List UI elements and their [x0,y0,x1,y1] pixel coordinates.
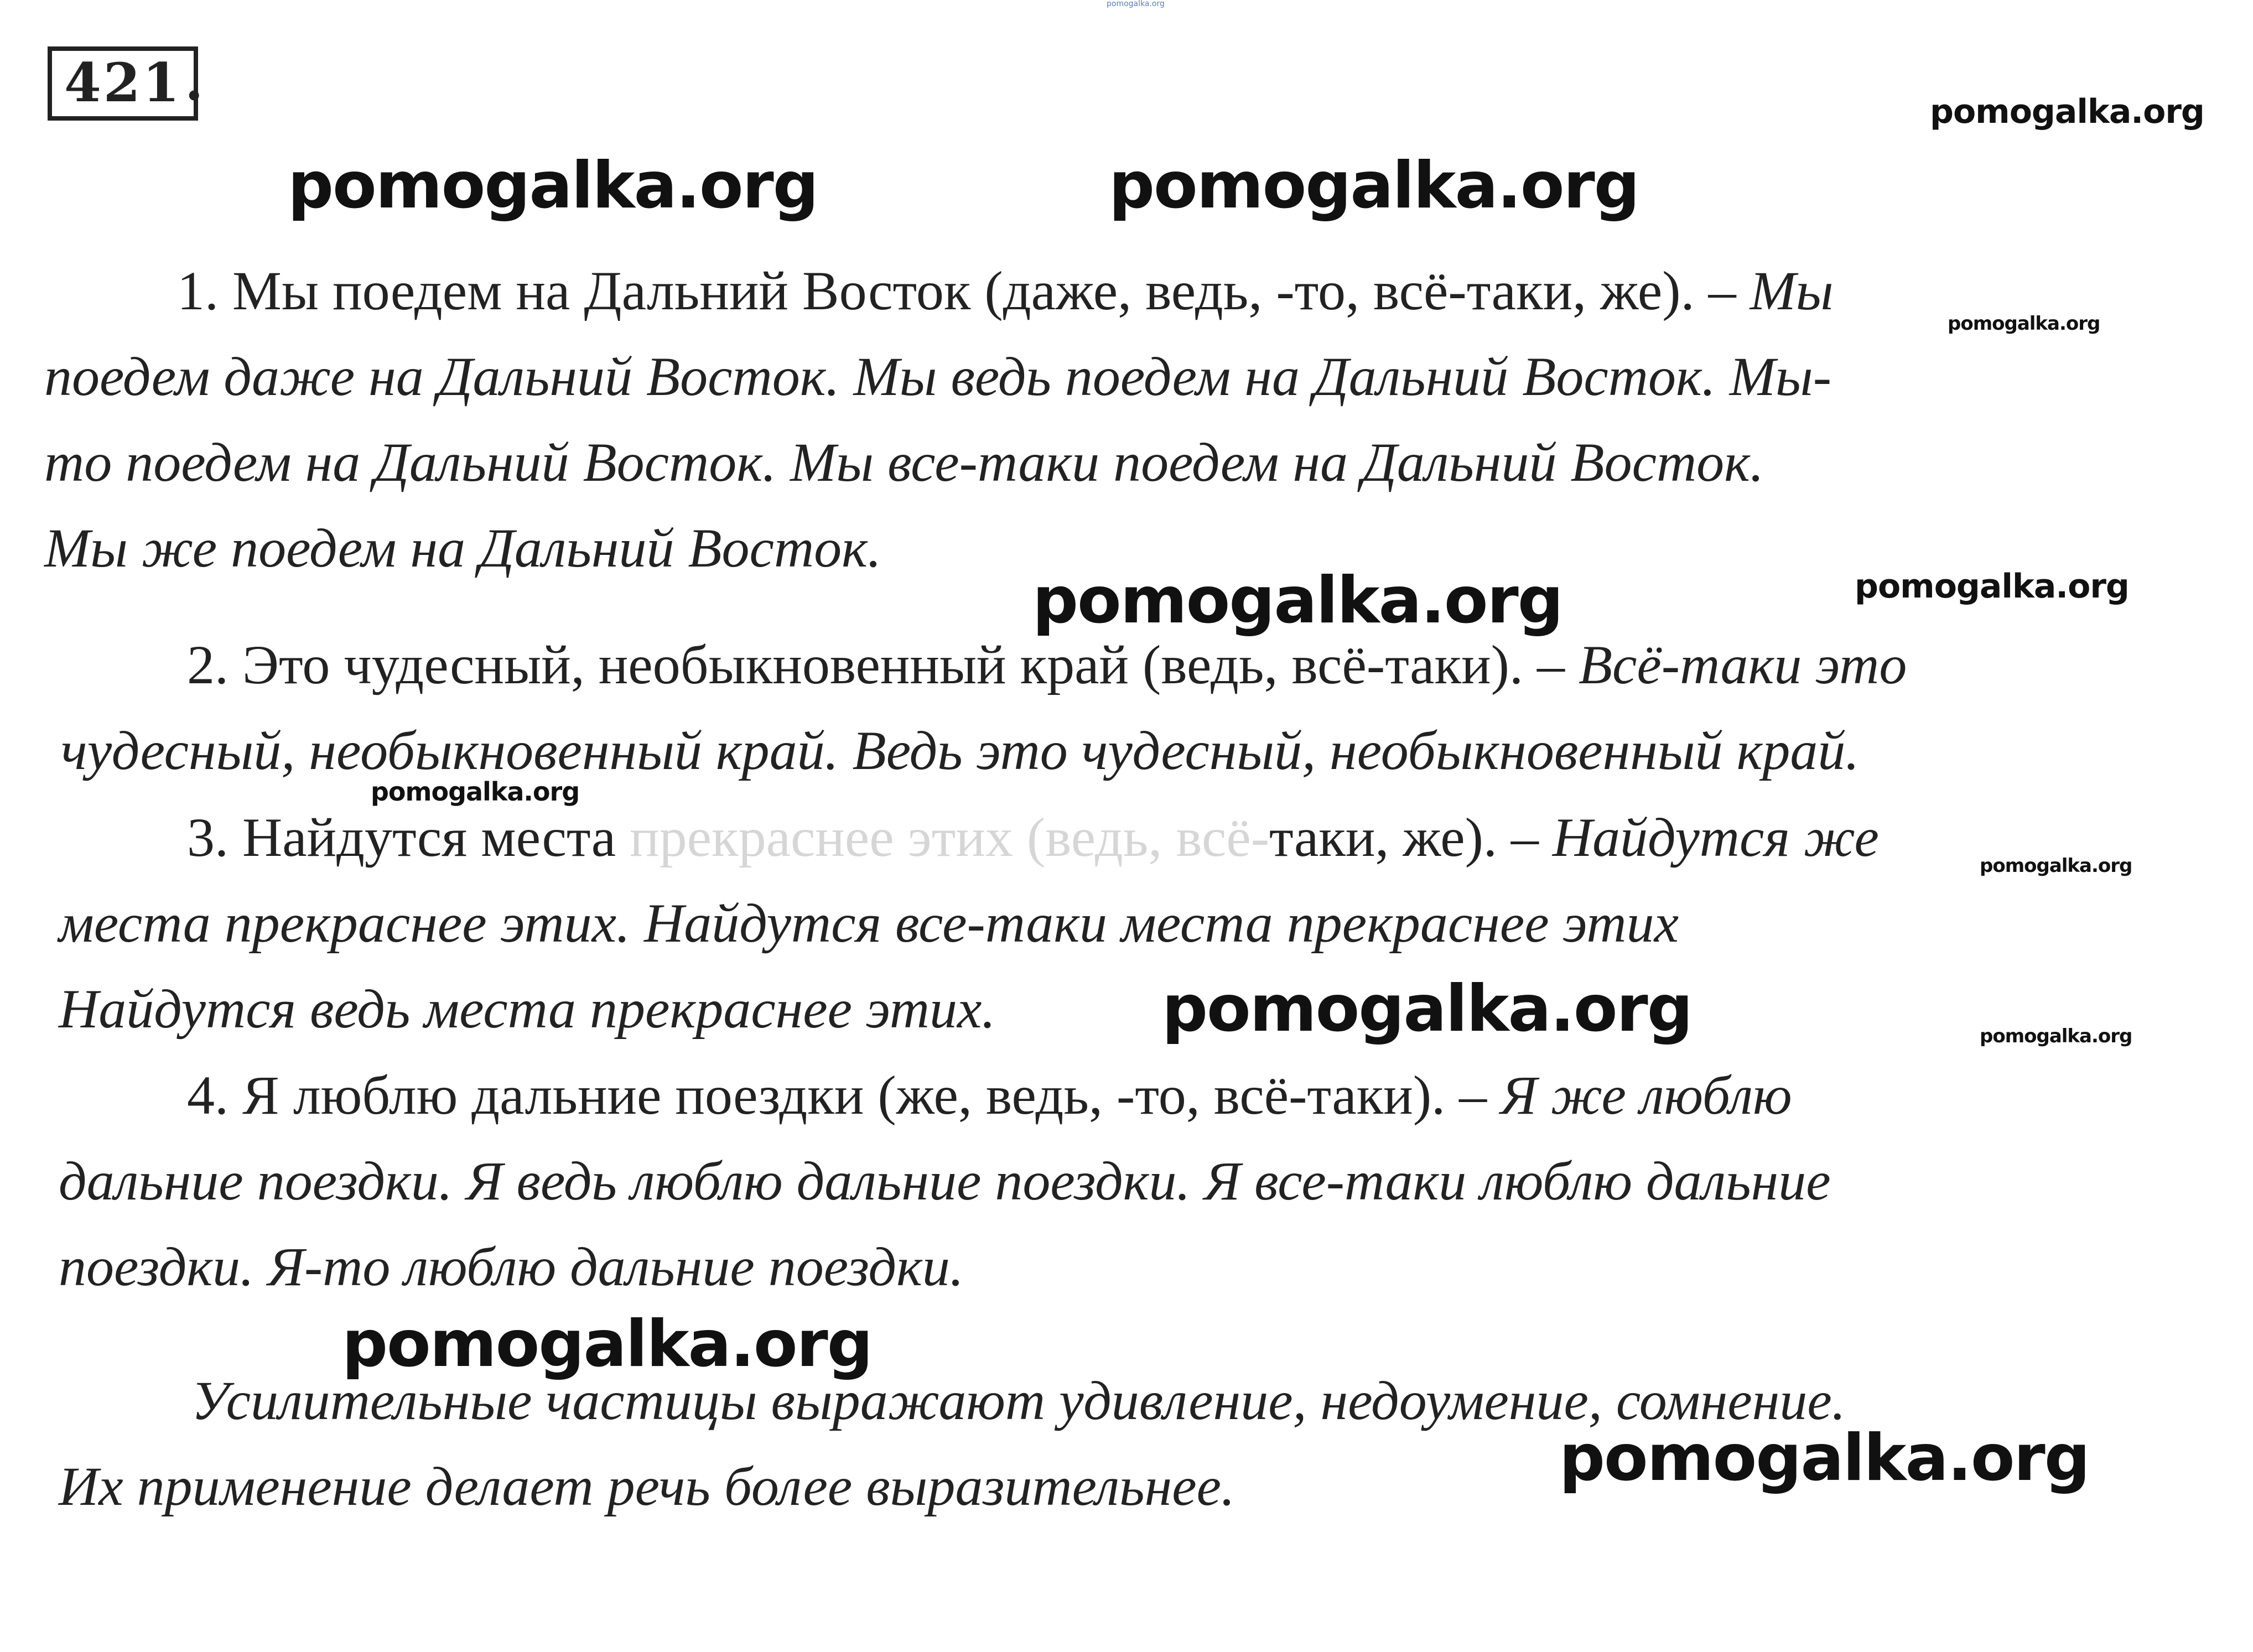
watermark: pomogalka.org [1559,1421,2089,1495]
item-1-answer-line-4: Мы же поедем на Дальний Восток. [44,517,881,579]
item-2-answer-start: Всё-таки это [1578,634,1907,695]
task-number-box: 421 [48,46,198,121]
item-3-sentence-end: таки, же). – [1269,807,1553,868]
watermark: pomogalka.org [1948,313,2100,335]
exercise-item-4 [44,1052,2235,1310]
exercise-item-2 [44,622,2235,793]
item-4-answer-line-3: поездки. Я-то люблю дальние поездки. [59,1236,964,1297]
watermark: pomogalka.org [288,148,818,223]
item-1-answer-line-3: то поедем на Дальний Восток. Мы все-таки поедем на Дальний Восток. [44,432,1764,493]
item-4-sentence: 4. Я люблю дальние поездки (же, ведь, -то, всё-таки). – [187,1064,1501,1126]
item-3-answer-line-3: Найдутся ведь места прекраснее этих. [59,978,996,1040]
item-4-answer-start: Я же люблю [1501,1064,1792,1126]
item-2-sentence: 2. Это чудесный, необыкновенный край (ведь, всё-таки). – [187,634,1579,695]
item-1-answer-start: Мы [1750,260,1834,321]
watermark: pomogalka.org [1930,92,2204,131]
watermark: pomogalka.org [1109,148,1639,223]
watermark-top: pomogalka.org [1107,0,1165,8]
conclusion-line-2: Их применение делает речь более выразительнее. [59,1456,1235,1517]
watermark: pomogalka.org [1032,563,1562,638]
item-1-sentence: 1. Мы поедем на Дальний Восток (даже, ведь, -то, всё-таки, же). – [177,260,1750,321]
item-3-sentence-faded: прекраснее этих (ведь, всё- [630,807,1270,868]
watermark: pomogalka.org [342,1307,872,1381]
item-2-answer-line-2: чудесный, необыкновенный край. Ведь это чудесный, необыкновенный край. [61,720,1860,781]
item-3-sentence-start: 3. Найдутся места [187,807,630,868]
exercise-item-1 [44,248,2235,591]
exercise-item-3 [44,794,2235,1052]
item-3-answer-start: Найдутся же [1552,807,1879,868]
task-number-dot: . [185,50,204,112]
item-4-answer-line-2: дальние поездки. Я ведь люблю дальние поездки. Я все-таки люблю дальние [59,1150,1831,1212]
watermark: pomogalka.org [1162,972,1692,1046]
watermark: pomogalka.org [1855,567,2129,606]
watermark: pomogalka.org [1980,855,2132,877]
watermark: pomogalka.org [1980,1025,2132,1047]
item-3-answer-line-2: места прекраснее этих. Найдутся все-таки места прекраснее этих [59,892,1679,954]
item-1-answer-line-2: поедем даже на Дальний Восток. Мы ведь поедем на Дальний Восток. Мы- [44,346,1832,407]
conclusion-line-1: Усилительные частицы выражают удивление, недоумение, сомнение. [191,1370,1846,1431]
watermark: pomogalka.org [371,777,580,807]
